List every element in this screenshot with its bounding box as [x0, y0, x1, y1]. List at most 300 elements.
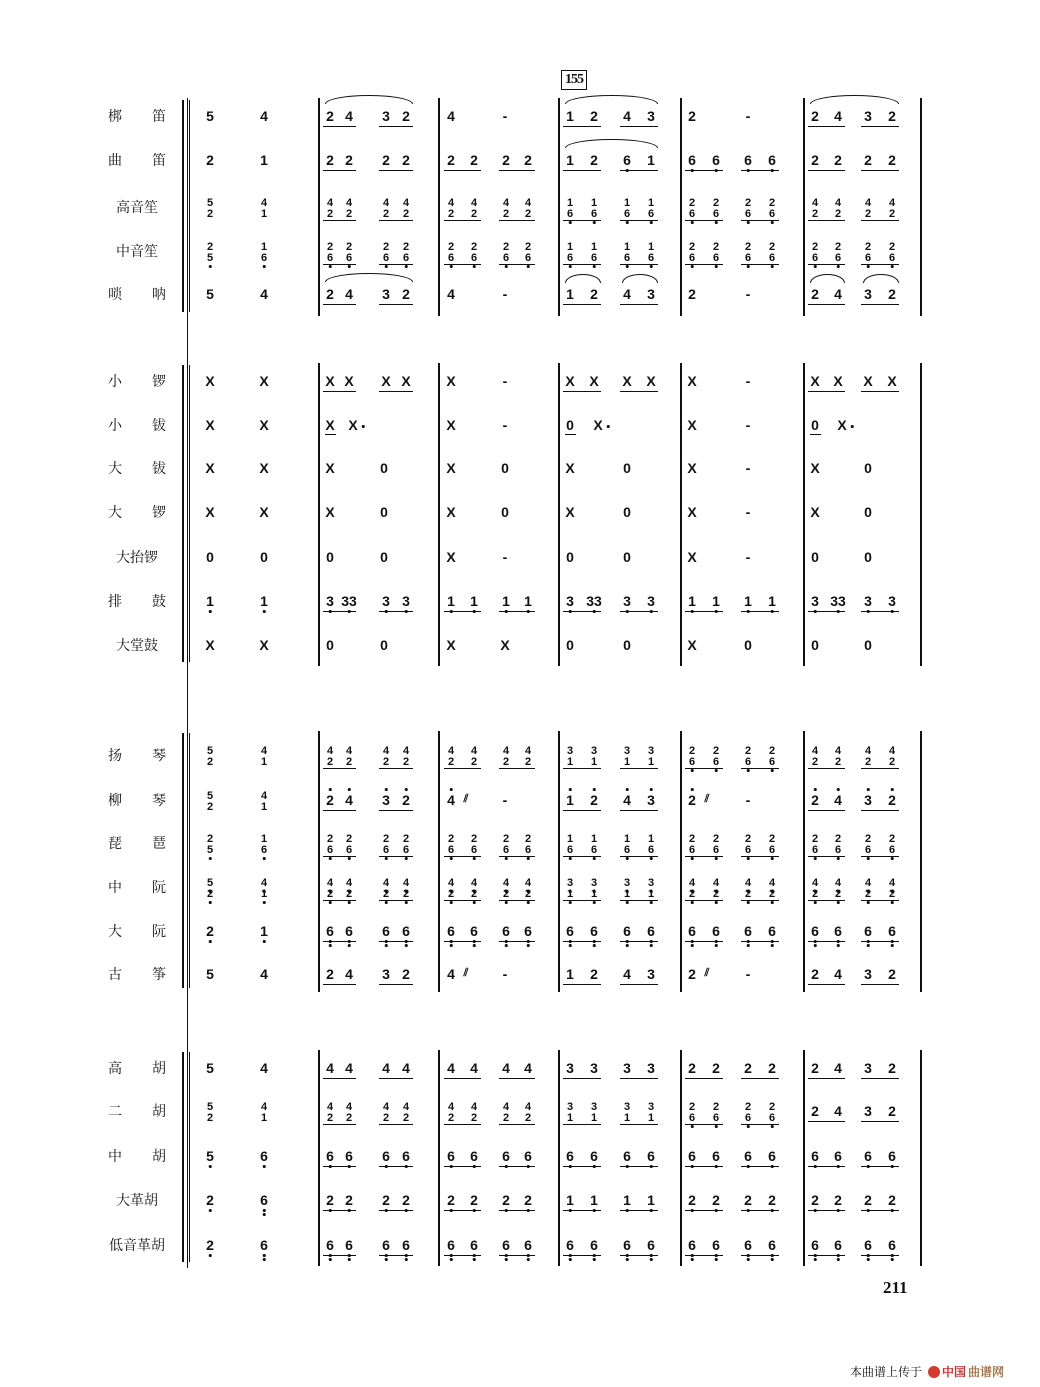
beam — [620, 1166, 658, 1167]
dot-above — [593, 788, 596, 791]
note: 2 — [888, 1192, 896, 1208]
note: 0 — [260, 549, 268, 565]
note: 2 — [811, 833, 819, 845]
note: 4 — [326, 877, 334, 889]
barline — [558, 363, 560, 666]
barline — [438, 1050, 440, 1266]
dot-below — [747, 857, 750, 860]
note: 1 — [647, 152, 655, 168]
note: 5 — [206, 966, 214, 982]
note: 2 — [864, 241, 872, 253]
dot-below — [263, 1258, 266, 1261]
note: 4 — [688, 877, 696, 889]
note: X — [837, 417, 847, 433]
dot-below — [593, 265, 596, 268]
note: 2 — [811, 1103, 819, 1119]
barline — [558, 1050, 560, 1266]
beam — [444, 1124, 481, 1125]
note: 4 — [382, 197, 390, 209]
slur — [810, 274, 845, 283]
barline — [680, 1050, 682, 1266]
beam — [808, 170, 845, 171]
note: 0 — [811, 417, 819, 433]
label-char: 大 — [108, 505, 122, 521]
beam — [563, 391, 601, 392]
instrument-label — [108, 591, 166, 611]
note: 1 — [623, 756, 631, 768]
note: 2 — [688, 833, 696, 845]
note: 2 — [402, 286, 410, 302]
note: 4 — [834, 966, 842, 982]
note: 6 — [382, 1237, 390, 1253]
beam — [685, 1210, 723, 1211]
note: 6 — [647, 844, 655, 856]
slur — [622, 274, 658, 283]
note: 4 — [524, 745, 532, 757]
note: 3 — [864, 1060, 872, 1076]
note: 4 — [326, 1060, 334, 1076]
beam — [685, 264, 723, 265]
dot-below — [650, 265, 653, 268]
beam — [379, 856, 413, 857]
note: 3 — [382, 286, 390, 302]
note: 1 — [623, 833, 631, 845]
note: 1 — [566, 966, 574, 982]
note: 5 — [206, 877, 214, 889]
note: 2 — [470, 1192, 478, 1208]
note: 2 — [382, 152, 390, 168]
note: - — [502, 417, 508, 433]
label-char: 古 — [108, 967, 122, 983]
note: 2 — [206, 208, 214, 220]
note: 4 — [447, 286, 455, 302]
beam — [323, 810, 356, 811]
dot-below — [385, 857, 388, 860]
note: 5 — [206, 286, 214, 302]
note: 2 — [744, 833, 752, 845]
note: X — [565, 504, 575, 520]
note: 1 — [647, 756, 655, 768]
note: 6 — [590, 1237, 598, 1253]
dot-below — [527, 944, 530, 947]
note: 6 — [402, 844, 410, 856]
barline — [680, 363, 682, 666]
note: 5 — [206, 790, 214, 802]
note: 2 — [688, 1101, 696, 1113]
note: 5 — [206, 252, 214, 264]
label-char: 大 — [108, 461, 122, 477]
note: 6 — [623, 252, 631, 264]
note: 2 — [447, 1192, 455, 1208]
note: 2 — [402, 888, 410, 900]
beam — [741, 611, 779, 612]
note: 1 — [688, 593, 696, 609]
note: 4 — [811, 745, 819, 757]
note: 4 — [768, 877, 776, 889]
note: 6 — [712, 1237, 720, 1253]
note: 2 — [811, 966, 819, 982]
note: 2 — [888, 833, 896, 845]
label-char: 中 — [108, 1149, 122, 1165]
note: 2 — [402, 756, 410, 768]
note: 2 — [834, 756, 842, 768]
note: 2 — [688, 888, 696, 900]
barline — [680, 98, 682, 316]
dot-below — [837, 857, 840, 860]
note: 0 — [380, 549, 388, 565]
note: 4 — [447, 792, 455, 808]
group-brace — [182, 100, 190, 312]
note: 6 — [811, 844, 819, 856]
slur — [810, 95, 899, 104]
note: 4 — [260, 286, 268, 302]
note: 4 — [834, 1060, 842, 1076]
note: 6 — [688, 1237, 696, 1253]
note: X — [259, 504, 269, 520]
note: 4 — [712, 877, 720, 889]
note: 6 — [688, 1148, 696, 1164]
note: 2 — [206, 152, 214, 168]
note: 4 — [811, 877, 819, 889]
dot-below — [691, 265, 694, 268]
beam — [741, 941, 779, 942]
beam — [685, 941, 723, 942]
note: 3 — [864, 286, 872, 302]
dot-below — [867, 1258, 870, 1261]
beam — [808, 984, 845, 985]
note: 4 — [447, 1060, 455, 1076]
note: X — [348, 417, 358, 433]
note: 2 — [768, 1192, 776, 1208]
note: 6 — [688, 152, 696, 168]
barline — [803, 731, 805, 992]
note: X — [259, 460, 269, 476]
note: 1 — [260, 208, 268, 220]
beam — [379, 391, 413, 392]
note: 1 — [260, 801, 268, 813]
beam — [323, 611, 356, 612]
note: 2 — [811, 286, 819, 302]
dot-below — [867, 265, 870, 268]
beam — [861, 1121, 899, 1122]
beam — [808, 264, 845, 265]
note: 6 — [623, 152, 631, 168]
dot-below — [473, 265, 476, 268]
beam — [499, 220, 535, 221]
note: 6 — [623, 1148, 631, 1164]
note: 6 — [382, 844, 390, 856]
dot-below — [626, 221, 629, 224]
dot-below — [626, 1258, 629, 1261]
dot-below — [691, 221, 694, 224]
note: 2 — [811, 756, 819, 768]
dot-below — [385, 944, 388, 947]
note: 0 — [623, 637, 631, 653]
note: 0 — [811, 637, 819, 653]
note: X — [344, 373, 354, 389]
note: 6 — [712, 152, 720, 168]
beam — [563, 941, 601, 942]
note: 6 — [470, 1237, 478, 1253]
note: 2 — [712, 888, 720, 900]
beam — [444, 856, 481, 857]
barline — [318, 363, 320, 666]
note: X — [622, 373, 632, 389]
system-spine — [187, 98, 188, 1268]
note: 6 — [447, 923, 455, 939]
beam — [861, 1078, 899, 1079]
note: 2 — [811, 152, 819, 168]
note: 6 — [712, 756, 720, 768]
note: 2 — [206, 888, 214, 900]
dot-above — [329, 788, 332, 791]
note: 2 — [744, 1192, 752, 1208]
barline — [920, 1050, 922, 1266]
note: 6 — [712, 252, 720, 264]
label-char: 排 — [108, 594, 122, 610]
note: 6 — [502, 1148, 510, 1164]
note: 2 — [834, 152, 842, 168]
note: 4 — [524, 1060, 532, 1076]
dot-above — [867, 788, 870, 791]
note: 6 — [768, 844, 776, 856]
note: 4 — [402, 877, 410, 889]
note: 2 — [768, 241, 776, 253]
note: 4 — [470, 1101, 478, 1113]
note: 1 — [566, 756, 574, 768]
dot-below — [527, 265, 530, 268]
note: X — [205, 637, 215, 653]
note: 1 — [590, 1192, 598, 1208]
barline — [318, 1050, 320, 1266]
note: 6 — [688, 923, 696, 939]
dot-below — [626, 944, 629, 947]
logo-text-part2: 曲谱网 — [968, 1365, 1005, 1379]
beam — [685, 856, 723, 857]
note: 2 — [470, 241, 478, 253]
note: 6 — [524, 1148, 532, 1164]
dot-below — [626, 901, 629, 904]
note: 4 — [623, 108, 631, 124]
note: 2 — [345, 152, 353, 168]
note: 2 — [502, 208, 510, 220]
dot-below — [691, 1258, 694, 1261]
beam — [861, 941, 899, 942]
note: 4 — [470, 197, 478, 209]
instrument-label: 大革胡 — [116, 1193, 158, 1209]
dot-below — [867, 944, 870, 947]
dot-below — [527, 901, 530, 904]
note: X — [565, 460, 575, 476]
note: 0 — [623, 460, 631, 476]
note: X — [565, 373, 575, 389]
note: 2 — [345, 833, 353, 845]
note: 6 — [811, 252, 819, 264]
note: 1 — [260, 1112, 268, 1124]
note: 2 — [345, 1112, 353, 1124]
dot-below — [715, 265, 718, 268]
beam — [861, 1210, 899, 1211]
note: 6 — [768, 152, 776, 168]
note: 6 — [260, 844, 268, 856]
note: 2 — [744, 197, 752, 209]
note: 1 — [260, 241, 268, 253]
label-char: 锣 — [152, 505, 166, 521]
note: 2 — [502, 1112, 510, 1124]
dot-below — [626, 857, 629, 860]
note: 3 — [811, 593, 819, 609]
beam — [741, 264, 779, 265]
note: 2 — [688, 197, 696, 209]
note: 2 — [712, 1101, 720, 1113]
note: 6 — [623, 1237, 631, 1253]
note: 6 — [382, 252, 390, 264]
beam — [810, 434, 821, 435]
beam — [323, 304, 356, 305]
note: 2 — [688, 1060, 696, 1076]
label-char: 小 — [108, 418, 122, 434]
note: 2 — [326, 966, 334, 982]
tremolo-mark: ⫽ — [463, 793, 469, 805]
note: 6 — [864, 1237, 872, 1253]
dot-below — [837, 901, 840, 904]
dot-above — [814, 788, 817, 791]
note: 1 — [590, 888, 598, 900]
beam — [685, 1166, 723, 1167]
beam — [444, 1078, 481, 1079]
dot-below — [747, 1125, 750, 1128]
note: 2 — [402, 152, 410, 168]
note: 6 — [566, 844, 574, 856]
dot-below — [715, 944, 718, 947]
note: 2 — [834, 888, 842, 900]
note: 2 — [382, 1112, 390, 1124]
note: 1 — [566, 286, 574, 302]
dot-below — [209, 1165, 212, 1168]
note: 6 — [447, 1148, 455, 1164]
note: 4 — [326, 745, 334, 757]
label-char: 胡 — [152, 1104, 166, 1120]
note: 2 — [864, 888, 872, 900]
note: 3 — [864, 593, 872, 609]
beam — [808, 941, 845, 942]
beam — [379, 264, 413, 265]
beam — [379, 126, 413, 127]
dot-below — [593, 901, 596, 904]
note: 1 — [647, 241, 655, 253]
dot-above — [626, 788, 629, 791]
note: 4 — [811, 197, 819, 209]
beam — [685, 1255, 723, 1256]
note: 4 — [402, 745, 410, 757]
note: - — [745, 792, 751, 808]
dot-above — [348, 788, 351, 791]
label-char: 小 — [108, 374, 122, 390]
note: 6 — [888, 252, 896, 264]
beam — [499, 170, 535, 171]
beam — [685, 220, 723, 221]
note: X — [446, 637, 456, 653]
beam — [808, 611, 845, 612]
note: 3 — [566, 877, 574, 889]
instrument-label — [108, 964, 166, 984]
note: 4 — [260, 877, 268, 889]
note: 4 — [470, 745, 478, 757]
dot-below — [771, 265, 774, 268]
beam — [620, 611, 658, 612]
note: 0 — [501, 460, 509, 476]
note: 6 — [647, 208, 655, 220]
beam — [444, 220, 481, 221]
beam — [499, 856, 535, 857]
note: X — [687, 373, 697, 389]
note: 6 — [590, 1148, 598, 1164]
label-char: 大 — [108, 924, 122, 940]
note: 4 — [447, 966, 455, 982]
note: 4 — [524, 1101, 532, 1113]
note: 5 — [206, 1101, 214, 1113]
note: - — [502, 286, 508, 302]
note: 1 — [623, 241, 631, 253]
note: 6 — [744, 252, 752, 264]
beam — [861, 391, 899, 392]
note: 2 — [345, 756, 353, 768]
note: 6 — [590, 208, 598, 220]
note: 4 — [345, 108, 353, 124]
note: 6 — [524, 252, 532, 264]
note: 2 — [888, 108, 896, 124]
note: 6 — [712, 208, 720, 220]
note: - — [502, 966, 508, 982]
note: 2 — [382, 241, 390, 253]
note: X — [593, 417, 603, 433]
note: 6 — [712, 1112, 720, 1124]
dot-below — [505, 944, 508, 947]
note: 4 — [402, 1060, 410, 1076]
note: 2 — [744, 1101, 752, 1113]
site-logo[interactable] — [928, 1363, 1004, 1380]
beam — [620, 856, 658, 857]
note: 2 — [470, 1112, 478, 1124]
dot-below — [891, 901, 894, 904]
beam — [379, 941, 413, 942]
beam — [499, 1210, 535, 1211]
note: 2 — [326, 208, 334, 220]
note: X — [810, 504, 820, 520]
note: X — [259, 417, 269, 433]
instrument-label — [108, 150, 166, 170]
note: 2 — [744, 888, 752, 900]
dot-below — [715, 769, 718, 772]
note: 2 — [712, 833, 720, 845]
note: 1 — [623, 1112, 631, 1124]
note: 2 — [864, 1192, 872, 1208]
note: 2 — [888, 966, 896, 982]
note: 3 — [647, 1101, 655, 1113]
dot-below — [209, 857, 212, 860]
instrument-label — [108, 371, 166, 391]
instrument-label — [108, 877, 166, 897]
note: X — [325, 373, 335, 389]
note: 6 — [811, 923, 819, 939]
note: 4 — [623, 286, 631, 302]
beam — [741, 1078, 779, 1079]
note: 4 — [834, 877, 842, 889]
dot-below — [837, 1258, 840, 1261]
note: 2 — [470, 208, 478, 220]
note: 1 — [260, 593, 268, 609]
note: 1 — [590, 241, 598, 253]
